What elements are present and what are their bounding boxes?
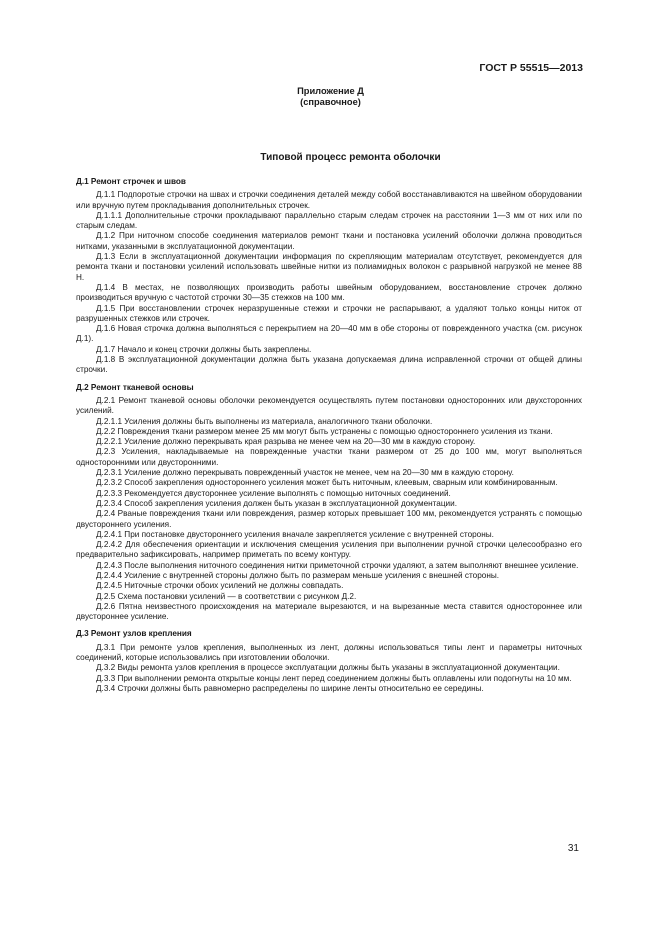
page-number: 31 (567, 843, 579, 854)
paragraph: Д.3.1 При ремонте узлов крепления, выполненных из лент, должны использоваться типы лент и параметры ниточных соединений, которые использовались при изготовлении оболочки. (76, 642, 582, 663)
paragraph: Д.1.4 В местах, не позволяющих производить работы швейным оборудованием, восстановление строчек должно производиться вручную с частотой строчки 30—35 стежков на 100 мм. (76, 282, 582, 303)
paragraph: Д.2.2.1 Усиление должно перекрывать края разрыва не менее чем на 20—30 мм в каждую сторону. (96, 437, 476, 447)
document-body (76, 177, 582, 694)
paragraph: Д.2.4.3 После выполнения ниточного соединения нитки приметочной строчки удаляют, а затем выполняют внешнее усиление. (96, 560, 579, 570)
paragraph: Д.2.6 Пятна неизвестного происхождения на материале вырезаются, и на вырезанные места ставится одностороннее или двустороннее усиление. (76, 601, 582, 622)
paragraph: Д.2.3.4 Способ закрепления усиления должен быть указан в эксплуатационной документации. (96, 498, 457, 508)
paragraph: Д.1.3 Если в эксплуатационной документации информация по скрепляющим материалам отсутствует, рекомендуется для ремонта ткани и постановки усилений использовать швейные нитки из полиамидных волокон с разрывной нагрузкой не менее 88 Н. (76, 252, 582, 282)
paragraph: Д.3.4 Строчки должны быть равномерно распределены по ширине ленты относительно ее середины. (96, 683, 484, 693)
paragraph: Д.1.8 В эксплуатационной документации должна быть указана допускаемая длина исправленной строчки от общей длины строчки. (76, 355, 582, 375)
annex-note: (справочное) (300, 97, 361, 107)
paragraph: Д.2.5 Схема постановки усилений — в соответствии с рисунком Д.2. (96, 591, 357, 601)
document-title: Типовой процесс ремонта оболочки (260, 152, 441, 163)
paragraph: Д.2.4 Рваные повреждения ткани или повреждения, размер которых превышает 100 мм, рекомендуется устранять с помощью двустороннего усиления. (76, 509, 582, 529)
paragraph: Д.2.3.1 Усиление должно перекрывать поврежденный участок не менее, чем на 20—30 мм в каждую сторону. (96, 468, 514, 478)
paragraph: Д.2.4.1 При постановке двустороннего усиления вначале закрепляется усиление с внутренней стороны. (96, 529, 494, 539)
paragraph: Д.3.2 Виды ремонта узлов крепления в процессе эксплуатации должны быть указаны в эксплуатационной документации. (96, 663, 560, 673)
paragraph: Д.3.3 При выполнении ремонта открытые концы лент перед соединением должны быть оплавлены или подогнуты на 10 мм. (96, 673, 572, 683)
paragraph: Д.2.4.2 Для обеспечения ориентации и исключения смещения усиления при выполнении ручной строчки целесообразно его предварительно зафиксировать, например приметать по всему контуру. (76, 540, 582, 560)
annex-title: Приложение Д (297, 86, 364, 96)
paragraph: Д.2.4.5 Ниточные строчки обоих усилений не должны совпадать. (96, 581, 344, 591)
section-heading: Д.1 Ремонт строчек и швов (76, 177, 186, 186)
paragraph: Д.2.3.3 Рекомендуется двустороннее усиление выполнять с помощью ниточных соединений. (96, 488, 451, 498)
paragraph: Д.1.5 При восстановлении строчек неразрушенные стежки и строчки не распарывают, а удаляют только концы ниток от разрушенных стежков или строчек. (76, 303, 582, 323)
paragraph: Д.1.1 Подпоротые строчки на швах и строчки соединения деталей между собой восстанавливаются на швейном оборудовании или вручную путем прокладывания дополнительных строчек. (76, 190, 582, 210)
paragraph: Д.2.4.4 Усиление с внутренней стороны должно быть по размерам меньше усиления с внешней стороны. (96, 570, 499, 580)
paragraph: Д.2.1.1 Усиления должны быть выполнены из материала, аналогичного ткани оболочки. (96, 416, 433, 426)
paragraph: Д.1.7 Начало и конец строчки должны быть закреплены. (96, 344, 312, 354)
paragraph: Д.1.1.1 Дополнительные строчки прокладывают параллельно старым следам строчек на расстоянии 1—3 мм от них или по старым следам. (76, 210, 582, 231)
paragraph: Д.2.3.2 Способ закрепления одностороннего усиления может быть ниточным, клеевым, сварным или комбинированным. (96, 478, 558, 488)
paragraph: Д.2.2 Повреждения ткани размером менее 25 мм могут быть устранены с помощью одностороннего усиления из ткани. (96, 426, 553, 436)
section-heading: Д.2 Ремонт тканевой основы (76, 382, 194, 392)
standard-number: ГОСТ Р 55515—2013 (479, 62, 583, 74)
paragraph: Д.1.2 При ниточном способе соединения материалов ремонт ткани и постановка усилений оболочки должна проводиться нитками, указанными в эксплуатационной документации. (76, 231, 582, 251)
paragraph: Д.2.3 Усиления, накладываемые на поврежденные участки ткани размером от 25 до 100 мм, могут выполняться односторонними или двусторонними. (76, 447, 582, 467)
paragraph: Д.1.6 Новая строчка должна выполняться с перекрытием на 20—40 мм в обе стороны от поврежденного участка (см. рисунок Д.1). (76, 324, 582, 344)
section-heading: Д.3 Ремонт узлов крепления (76, 629, 192, 639)
annex-heading (0, 86, 661, 108)
paragraph: Д.2.1 Ремонт тканевой основы оболочки рекомендуется осуществлять путем постановки односторонних или двухсторонних усилений. (76, 395, 582, 416)
